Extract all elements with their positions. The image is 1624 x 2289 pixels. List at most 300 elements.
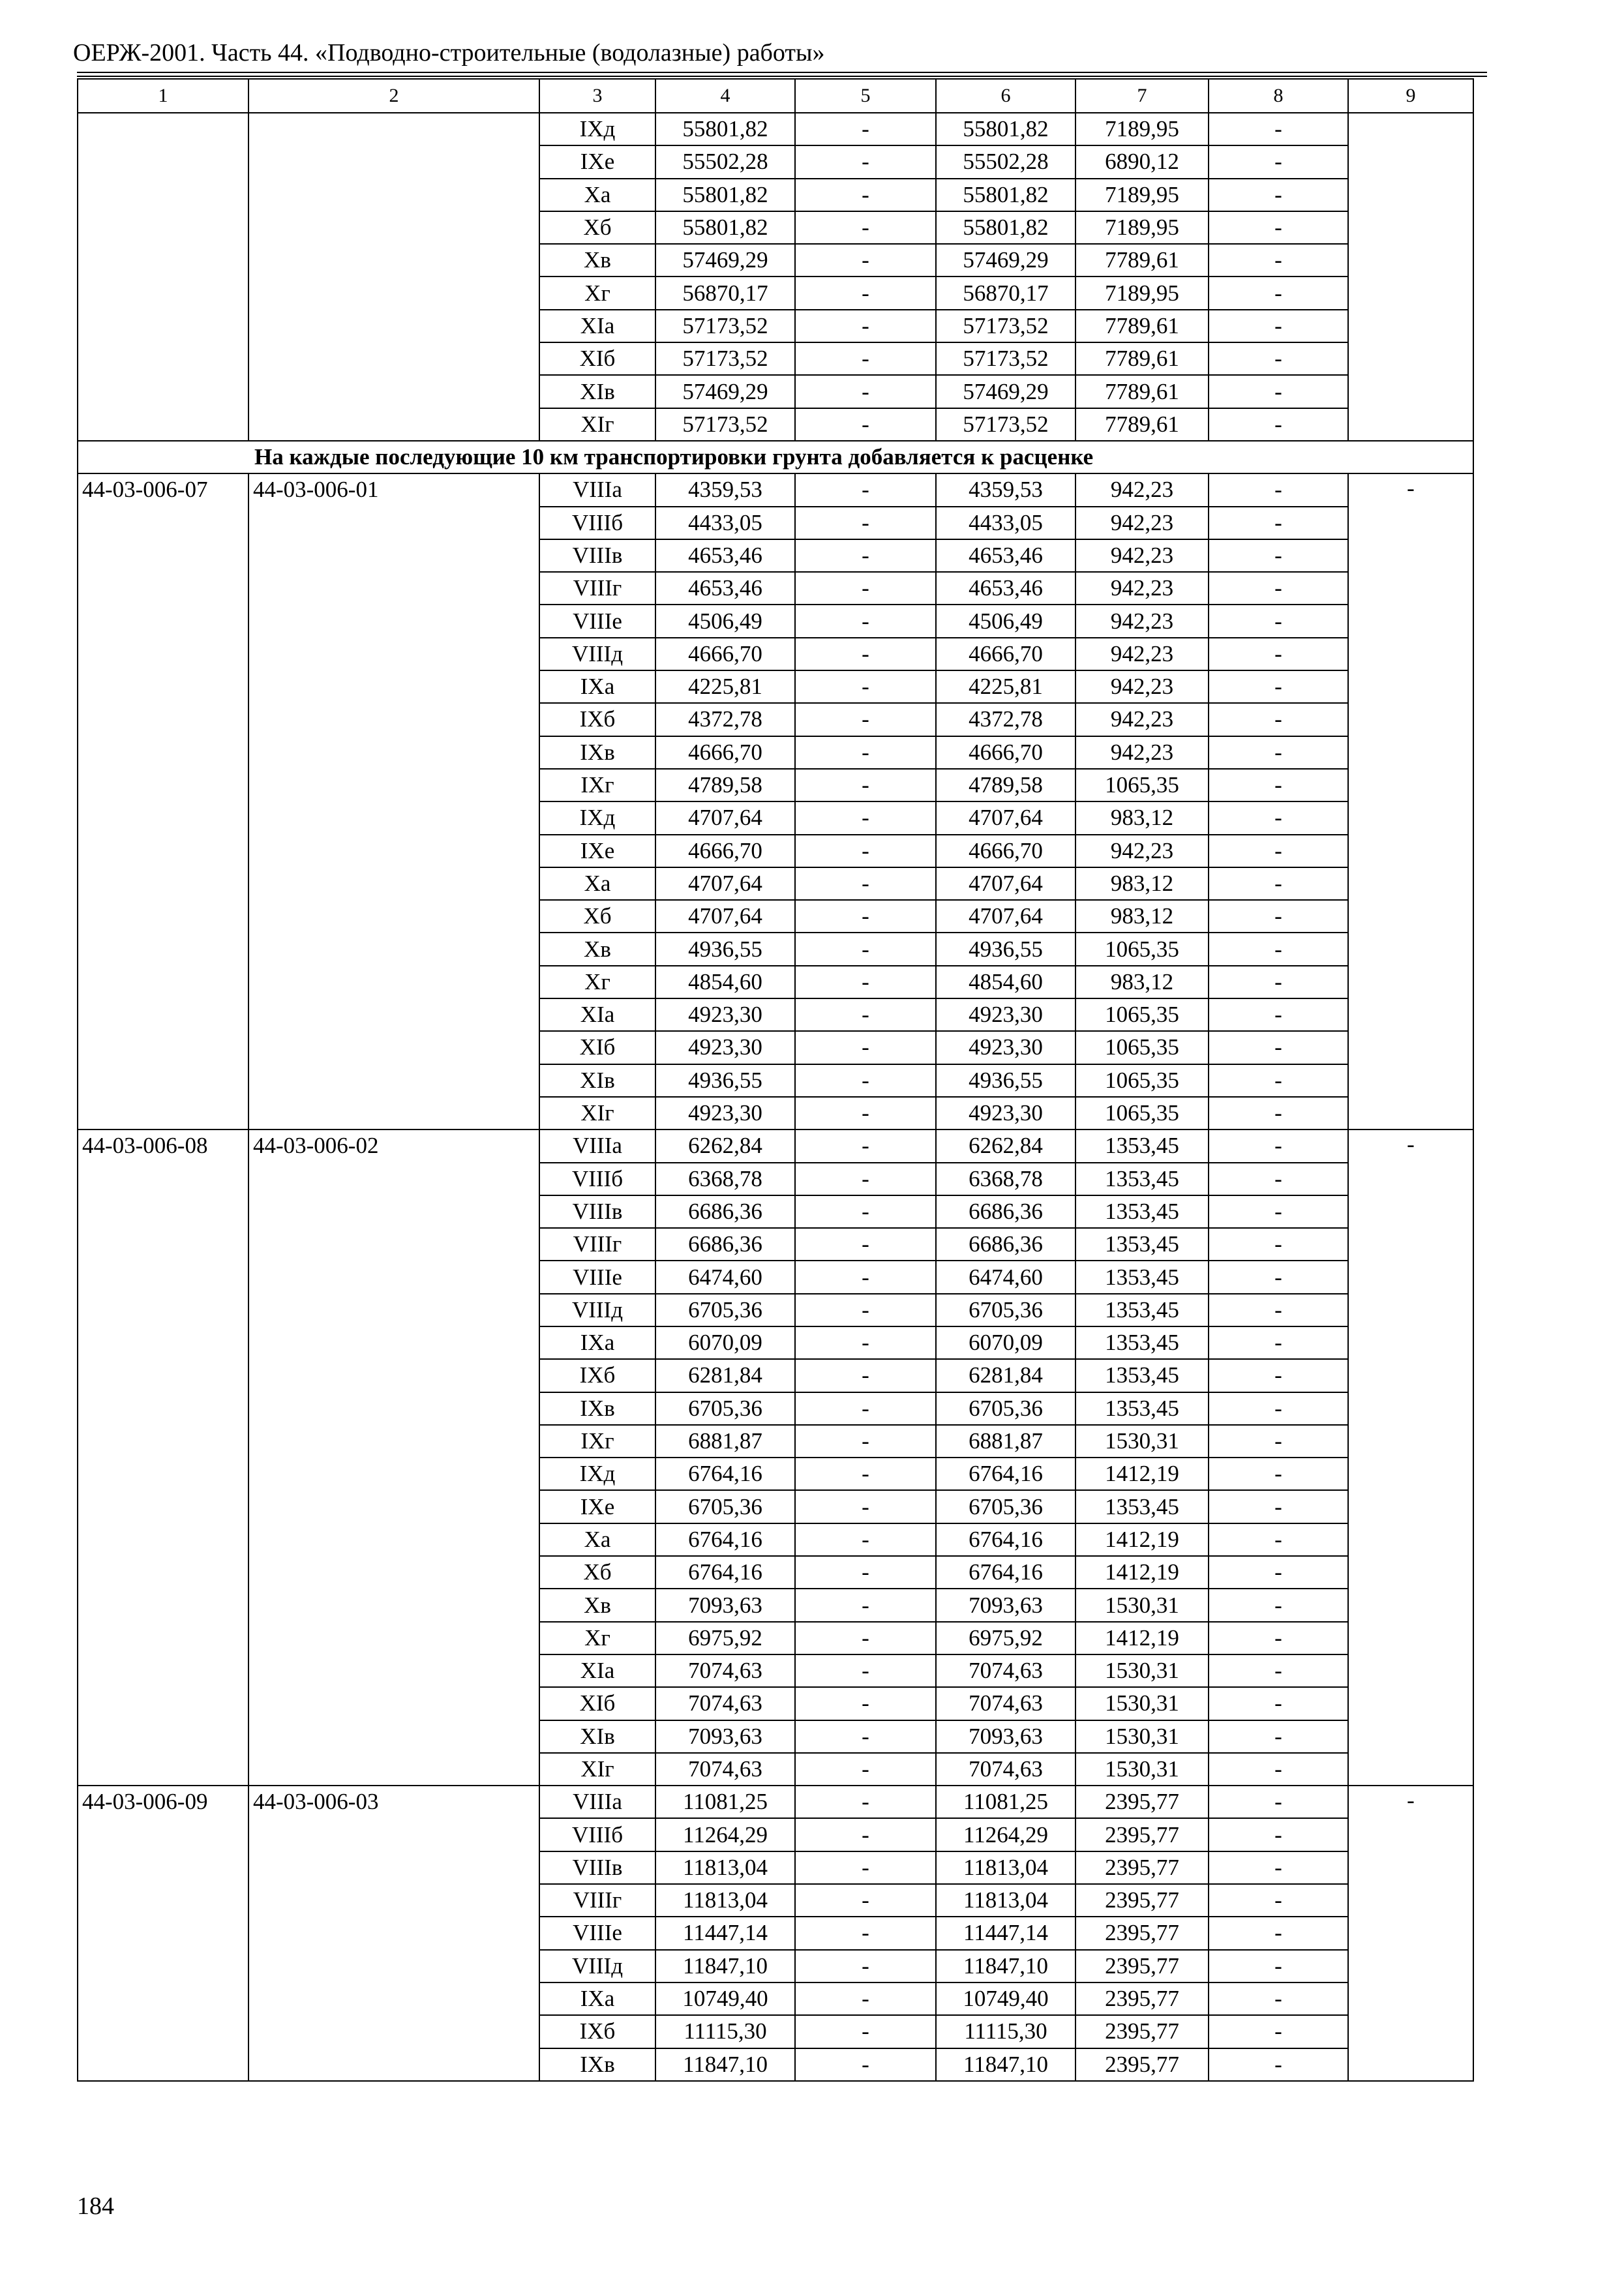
cell-col8: - (1209, 1982, 1348, 2015)
cell-wages: 1353,45 (1075, 1195, 1209, 1228)
cell-operating-costs: 4506,49 (936, 605, 1075, 637)
cell-col5: - (795, 1818, 936, 1851)
cell-col5: - (795, 801, 936, 834)
base-rate-code-cell: 44-03-006-01 (248, 473, 539, 1130)
cell-wages: 983,12 (1075, 801, 1209, 834)
cell-operating-costs: 4707,64 (936, 801, 1075, 834)
cell-operating-costs: 6705,36 (936, 1392, 1075, 1425)
cell-resource-class: XIб (539, 342, 655, 375)
cell-resource-class: XIа (539, 310, 655, 342)
cell-col5: - (795, 1786, 936, 1818)
cell-direct-costs: 57469,29 (655, 244, 795, 277)
cell-resource-class: Xг (539, 966, 655, 998)
cell-resource-class: Xв (539, 933, 655, 965)
cell-resource-class: VIIIд (539, 638, 655, 670)
cell-col8: - (1209, 507, 1348, 539)
cell-wages: 1065,35 (1075, 1064, 1209, 1097)
cell-wages: 1530,31 (1075, 1425, 1209, 1458)
cell-col8: - (1209, 1326, 1348, 1359)
cell-col5: - (795, 1228, 936, 1261)
cell-wages: 983,12 (1075, 900, 1209, 933)
cell-col8: - (1209, 1064, 1348, 1097)
cell-wages: 2395,77 (1075, 1851, 1209, 1884)
cell-col9: - (1348, 473, 1473, 1130)
cell-resource-class: VIIIд (539, 1294, 655, 1326)
cell-operating-costs: 4666,70 (936, 638, 1075, 670)
cell-wages: 2395,77 (1075, 1786, 1209, 1818)
cell-resource-class: VIIIе (539, 1261, 655, 1293)
cell-col8: - (1209, 835, 1348, 867)
cell-resource-class: VIIIв (539, 1851, 655, 1884)
cell-wages: 1353,45 (1075, 1392, 1209, 1425)
cell-col5: - (795, 113, 936, 145)
cell-col5: - (795, 2048, 936, 2081)
base-rate-code-cell: 44-03-006-03 (248, 1786, 539, 2081)
cell-operating-costs: 6764,16 (936, 1458, 1075, 1490)
cell-wages: 1530,31 (1075, 1720, 1209, 1753)
cell-operating-costs: 7093,63 (936, 1589, 1075, 1621)
rate-code-cell (78, 113, 248, 441)
cell-wages: 2395,77 (1075, 2048, 1209, 2081)
cell-col5: - (795, 1523, 936, 1556)
cell-direct-costs: 6686,36 (655, 1228, 795, 1261)
cell-wages: 942,23 (1075, 835, 1209, 867)
cell-direct-costs: 6686,36 (655, 1195, 795, 1228)
cell-operating-costs: 4666,70 (936, 835, 1075, 867)
header-rule-top (77, 72, 1487, 73)
cell-direct-costs: 4506,49 (655, 605, 795, 637)
cell-resource-class: VIIIг (539, 1228, 655, 1261)
cell-col8: - (1209, 703, 1348, 736)
cell-col5: - (795, 1622, 936, 1654)
cell-resource-class: XIа (539, 1654, 655, 1687)
cell-col5: - (795, 1950, 936, 1982)
cell-wages: 1065,35 (1075, 998, 1209, 1031)
cell-operating-costs: 7074,63 (936, 1753, 1075, 1786)
cell-direct-costs: 4923,30 (655, 1031, 795, 1064)
cell-col8: - (1209, 1720, 1348, 1753)
cell-direct-costs: 4666,70 (655, 736, 795, 769)
rates-table (77, 78, 1474, 2082)
cell-resource-class: VIIIа (539, 1130, 655, 1162)
cell-operating-costs: 55502,28 (936, 145, 1075, 178)
cell-operating-costs: 57173,52 (936, 342, 1075, 375)
cell-col8: - (1209, 1195, 1348, 1228)
cell-wages: 2395,77 (1075, 1818, 1209, 1851)
cell-col5: - (795, 1130, 936, 1162)
cell-col5: - (795, 638, 936, 670)
cell-direct-costs: 4707,64 (655, 801, 795, 834)
rate-code-cell: 44-03-006-08 (78, 1130, 248, 1786)
cell-col5: - (795, 703, 936, 736)
cell-col5: - (795, 900, 936, 933)
cell-col5: - (795, 1326, 936, 1359)
cell-wages: 1530,31 (1075, 1687, 1209, 1720)
cell-col5: - (795, 179, 936, 211)
cell-col5: - (795, 1654, 936, 1687)
cell-operating-costs: 6705,36 (936, 1294, 1075, 1326)
cell-col9: - (1348, 1786, 1473, 2081)
cell-direct-costs: 4372,78 (655, 703, 795, 736)
cell-direct-costs: 6881,87 (655, 1425, 795, 1458)
cell-col5: - (795, 1851, 936, 1884)
cell-col8: - (1209, 473, 1348, 506)
cell-col5: - (795, 211, 936, 244)
cell-direct-costs: 6474,60 (655, 1261, 795, 1293)
cell-col8: - (1209, 1851, 1348, 1884)
column-number-header: 3 (539, 79, 655, 113)
cell-operating-costs: 57469,29 (936, 244, 1075, 277)
cell-col5: - (795, 2015, 936, 2048)
cell-resource-class: IXб (539, 703, 655, 736)
cell-operating-costs: 6764,16 (936, 1523, 1075, 1556)
cell-col5: - (795, 1064, 936, 1097)
cell-wages: 1353,45 (1075, 1261, 1209, 1293)
cell-col5: - (795, 1490, 936, 1523)
cell-col8: - (1209, 1458, 1348, 1490)
cell-col8: - (1209, 1687, 1348, 1720)
cell-direct-costs: 6070,09 (655, 1326, 795, 1359)
cell-operating-costs: 55801,82 (936, 113, 1075, 145)
cell-resource-class: IXг (539, 1425, 655, 1458)
cell-direct-costs: 11447,14 (655, 1917, 795, 1949)
cell-resource-class: Xб (539, 1556, 655, 1589)
cell-resource-class: IXе (539, 1490, 655, 1523)
cell-wages: 7789,61 (1075, 375, 1209, 408)
cell-operating-costs: 55801,82 (936, 179, 1075, 211)
column-number-header: 8 (1209, 79, 1348, 113)
cell-resource-class: VIIIе (539, 1917, 655, 1949)
cell-resource-class: XIв (539, 1064, 655, 1097)
cell-col5: - (795, 736, 936, 769)
cell-wages: 942,23 (1075, 539, 1209, 572)
cell-resource-class: XIг (539, 1753, 655, 1786)
cell-wages: 1353,45 (1075, 1130, 1209, 1162)
cell-operating-costs: 4666,70 (936, 736, 1075, 769)
cell-operating-costs: 4653,46 (936, 572, 1075, 605)
cell-col8: - (1209, 1556, 1348, 1589)
cell-col8: - (1209, 1163, 1348, 1195)
cell-resource-class: IXе (539, 835, 655, 867)
cell-direct-costs: 57173,52 (655, 342, 795, 375)
cell-direct-costs: 10749,40 (655, 1982, 795, 2015)
cell-wages: 6890,12 (1075, 145, 1209, 178)
cell-col8: - (1209, 1523, 1348, 1556)
cell-resource-class: IXд (539, 801, 655, 834)
column-number-header: 5 (795, 79, 936, 113)
cell-col8: - (1209, 1228, 1348, 1261)
cell-operating-costs: 4653,46 (936, 539, 1075, 572)
cell-col5: - (795, 473, 936, 506)
cell-resource-class: IXе (539, 145, 655, 178)
cell-col5: - (795, 1589, 936, 1621)
cell-operating-costs: 57173,52 (936, 408, 1075, 441)
cell-resource-class: Xв (539, 244, 655, 277)
cell-resource-class: Xв (539, 1589, 655, 1621)
cell-col8: - (1209, 1031, 1348, 1064)
cell-direct-costs: 11847,10 (655, 2048, 795, 2081)
cell-operating-costs: 4936,55 (936, 933, 1075, 965)
cell-resource-class: VIIIб (539, 1163, 655, 1195)
cell-direct-costs: 56870,17 (655, 277, 795, 309)
cell-col5: - (795, 244, 936, 277)
cell-direct-costs: 6368,78 (655, 1163, 795, 1195)
cell-wages: 7789,61 (1075, 310, 1209, 342)
cell-operating-costs: 57173,52 (936, 310, 1075, 342)
cell-col5: - (795, 1359, 936, 1392)
cell-direct-costs: 7074,63 (655, 1654, 795, 1687)
cell-wages: 1530,31 (1075, 1753, 1209, 1786)
cell-col8: - (1209, 1294, 1348, 1326)
cell-col8: - (1209, 244, 1348, 277)
cell-col5: - (795, 1031, 936, 1064)
cell-direct-costs: 55801,82 (655, 211, 795, 244)
column-number-row (78, 79, 1473, 113)
cell-operating-costs: 6686,36 (936, 1228, 1075, 1261)
cell-wages: 1530,31 (1075, 1589, 1209, 1621)
base-rate-code-cell: 44-03-006-02 (248, 1130, 539, 1786)
cell-resource-class: IXв (539, 2048, 655, 2081)
cell-col5: - (795, 145, 936, 178)
cell-col8: - (1209, 1753, 1348, 1786)
cell-wages: 1065,35 (1075, 1097, 1209, 1130)
cell-operating-costs: 4359,53 (936, 473, 1075, 506)
cell-col8: - (1209, 638, 1348, 670)
cell-resource-class: IXв (539, 1392, 655, 1425)
cell-direct-costs: 55801,82 (655, 113, 795, 145)
cell-col8: - (1209, 1130, 1348, 1162)
cell-wages: 942,23 (1075, 670, 1209, 703)
cell-operating-costs: 4707,64 (936, 867, 1075, 900)
cell-wages: 942,23 (1075, 605, 1209, 637)
cell-resource-class: Xа (539, 1523, 655, 1556)
column-number-header: 1 (78, 79, 248, 113)
cell-wages: 2395,77 (1075, 1884, 1209, 1917)
cell-direct-costs: 4707,64 (655, 900, 795, 933)
cell-col5: - (795, 769, 936, 801)
cell-col8: - (1209, 2048, 1348, 2081)
cell-col5: - (795, 1261, 936, 1293)
cell-direct-costs: 4923,30 (655, 1097, 795, 1130)
table-row (78, 473, 1473, 506)
cell-col8: - (1209, 1097, 1348, 1130)
cell-resource-class: VIIIб (539, 507, 655, 539)
cell-col8: - (1209, 572, 1348, 605)
cell-col8: - (1209, 867, 1348, 900)
cell-resource-class: IXа (539, 1326, 655, 1359)
cell-wages: 1412,19 (1075, 1556, 1209, 1589)
cell-direct-costs: 11813,04 (655, 1884, 795, 1917)
cell-col8: - (1209, 145, 1348, 178)
cell-col5: - (795, 408, 936, 441)
cell-col8: - (1209, 966, 1348, 998)
cell-col5: - (795, 375, 936, 408)
cell-direct-costs: 7093,63 (655, 1589, 795, 1621)
cell-wages: 942,23 (1075, 703, 1209, 736)
cell-resource-class: XIв (539, 375, 655, 408)
cell-resource-class: Xг (539, 1622, 655, 1654)
cell-operating-costs: 6474,60 (936, 1261, 1075, 1293)
cell-col5: - (795, 1195, 936, 1228)
cell-operating-costs: 10749,40 (936, 1982, 1075, 2015)
cell-direct-costs: 4936,55 (655, 933, 795, 965)
cell-direct-costs: 11813,04 (655, 1851, 795, 1884)
cell-resource-class: VIIIв (539, 539, 655, 572)
cell-resource-class: VIIIд (539, 1950, 655, 1982)
cell-wages: 942,23 (1075, 736, 1209, 769)
cell-wages: 942,23 (1075, 507, 1209, 539)
column-number-header: 2 (248, 79, 539, 113)
page-number: 184 (77, 2192, 114, 2220)
cell-resource-class: XIа (539, 998, 655, 1031)
cell-wages: 942,23 (1075, 572, 1209, 605)
cell-operating-costs: 7074,63 (936, 1654, 1075, 1687)
cell-direct-costs: 4666,70 (655, 835, 795, 867)
cell-col5: - (795, 1425, 936, 1458)
cell-resource-class: XIв (539, 1720, 655, 1753)
cell-direct-costs: 4359,53 (655, 473, 795, 506)
page-header-title: ОЕРЖ-2001. Часть 44. «Подводно-строительные (водолазные) работы» (73, 39, 825, 67)
cell-col8: - (1209, 1786, 1348, 1818)
cell-resource-class: IXв (539, 736, 655, 769)
cell-col5: - (795, 1687, 936, 1720)
cell-col8: - (1209, 801, 1348, 834)
cell-operating-costs: 6070,09 (936, 1326, 1075, 1359)
cell-col5: - (795, 1392, 936, 1425)
cell-resource-class: Xг (539, 277, 655, 309)
cell-col5: - (795, 539, 936, 572)
section-note: На каждые последующие 10 км транспортировки грунта добавляется к расценке (78, 441, 1473, 473)
cell-direct-costs: 7093,63 (655, 1720, 795, 1753)
cell-wages: 1353,45 (1075, 1326, 1209, 1359)
cell-col8: - (1209, 1622, 1348, 1654)
cell-wages: 983,12 (1075, 966, 1209, 998)
cell-wages: 7789,61 (1075, 244, 1209, 277)
cell-wages: 7189,95 (1075, 277, 1209, 309)
cell-wages: 942,23 (1075, 638, 1209, 670)
cell-col8: - (1209, 408, 1348, 441)
cell-direct-costs: 4653,46 (655, 539, 795, 572)
cell-wages: 1353,45 (1075, 1228, 1209, 1261)
cell-wages: 1412,19 (1075, 1523, 1209, 1556)
cell-operating-costs: 11813,04 (936, 1851, 1075, 1884)
cell-wages: 2395,77 (1075, 1917, 1209, 1949)
cell-wages: 2395,77 (1075, 1950, 1209, 1982)
cell-operating-costs: 4854,60 (936, 966, 1075, 998)
cell-resource-class: IXд (539, 113, 655, 145)
cell-col5: - (795, 1556, 936, 1589)
cell-resource-class: VIIIв (539, 1195, 655, 1228)
cell-direct-costs: 4707,64 (655, 867, 795, 900)
cell-resource-class: Xб (539, 211, 655, 244)
header-rule-bottom (77, 76, 1487, 77)
cell-direct-costs: 6281,84 (655, 1359, 795, 1392)
cell-operating-costs: 11447,14 (936, 1917, 1075, 1949)
cell-col9: - (1348, 1130, 1473, 1786)
table-row (78, 113, 1473, 145)
cell-direct-costs: 6764,16 (655, 1458, 795, 1490)
cell-direct-costs: 55801,82 (655, 179, 795, 211)
cell-col5: - (795, 605, 936, 637)
cell-col5: - (795, 572, 936, 605)
cell-wages: 1065,35 (1075, 769, 1209, 801)
column-number-header: 9 (1348, 79, 1473, 113)
cell-col5: - (795, 966, 936, 998)
table-row (78, 1786, 1473, 1818)
cell-operating-costs: 11115,30 (936, 2015, 1075, 2048)
cell-col8: - (1209, 769, 1348, 801)
cell-operating-costs: 6881,87 (936, 1425, 1075, 1458)
cell-resource-class: IXб (539, 1359, 655, 1392)
cell-operating-costs: 6262,84 (936, 1130, 1075, 1162)
cell-col5: - (795, 342, 936, 375)
cell-col8: - (1209, 1425, 1348, 1458)
cell-direct-costs: 55502,28 (655, 145, 795, 178)
cell-direct-costs: 4923,30 (655, 998, 795, 1031)
cell-wages: 1412,19 (1075, 1622, 1209, 1654)
cell-direct-costs: 4789,58 (655, 769, 795, 801)
cell-col8: - (1209, 310, 1348, 342)
base-rate-code-cell (248, 113, 539, 441)
cell-direct-costs: 6764,16 (655, 1556, 795, 1589)
cell-resource-class: Xа (539, 867, 655, 900)
cell-resource-class: VIIIб (539, 1818, 655, 1851)
cell-operating-costs: 57469,29 (936, 375, 1075, 408)
cell-operating-costs: 11264,29 (936, 1818, 1075, 1851)
cell-wages: 1353,45 (1075, 1359, 1209, 1392)
rates-table-container (77, 78, 1474, 2082)
cell-resource-class: XIб (539, 1687, 655, 1720)
cell-operating-costs: 11081,25 (936, 1786, 1075, 1818)
cell-resource-class: VIIIа (539, 1786, 655, 1818)
cell-resource-class: VIIIг (539, 1884, 655, 1917)
cell-operating-costs: 4923,30 (936, 1031, 1075, 1064)
cell-resource-class: IXд (539, 1458, 655, 1490)
cell-wages: 942,23 (1075, 473, 1209, 506)
cell-col5: - (795, 867, 936, 900)
cell-col5: - (795, 835, 936, 867)
cell-wages: 7189,95 (1075, 211, 1209, 244)
cell-resource-class: XIб (539, 1031, 655, 1064)
rate-code-cell: 44-03-006-09 (78, 1786, 248, 2081)
cell-wages: 7789,61 (1075, 342, 1209, 375)
cell-direct-costs: 6705,36 (655, 1294, 795, 1326)
cell-resource-class: VIIIг (539, 572, 655, 605)
cell-col8: - (1209, 539, 1348, 572)
cell-resource-class: VIIIе (539, 605, 655, 637)
cell-col8: - (1209, 1654, 1348, 1687)
cell-direct-costs: 6764,16 (655, 1523, 795, 1556)
cell-col5: - (795, 1720, 936, 1753)
cell-resource-class: XIг (539, 408, 655, 441)
cell-col8: - (1209, 211, 1348, 244)
cell-wages: 1353,45 (1075, 1490, 1209, 1523)
cell-col5: - (795, 1982, 936, 2015)
rate-code-cell: 44-03-006-07 (78, 473, 248, 1130)
cell-operating-costs: 6686,36 (936, 1195, 1075, 1228)
cell-direct-costs: 11081,25 (655, 1786, 795, 1818)
cell-wages: 7789,61 (1075, 408, 1209, 441)
cell-wages: 1353,45 (1075, 1294, 1209, 1326)
cell-col5: - (795, 1884, 936, 1917)
cell-operating-costs: 55801,82 (936, 211, 1075, 244)
section-note-row (78, 441, 1473, 473)
cell-direct-costs: 57173,52 (655, 408, 795, 441)
cell-col8: - (1209, 1818, 1348, 1851)
cell-operating-costs: 4707,64 (936, 900, 1075, 933)
column-number-header: 7 (1075, 79, 1209, 113)
cell-operating-costs: 4372,78 (936, 703, 1075, 736)
